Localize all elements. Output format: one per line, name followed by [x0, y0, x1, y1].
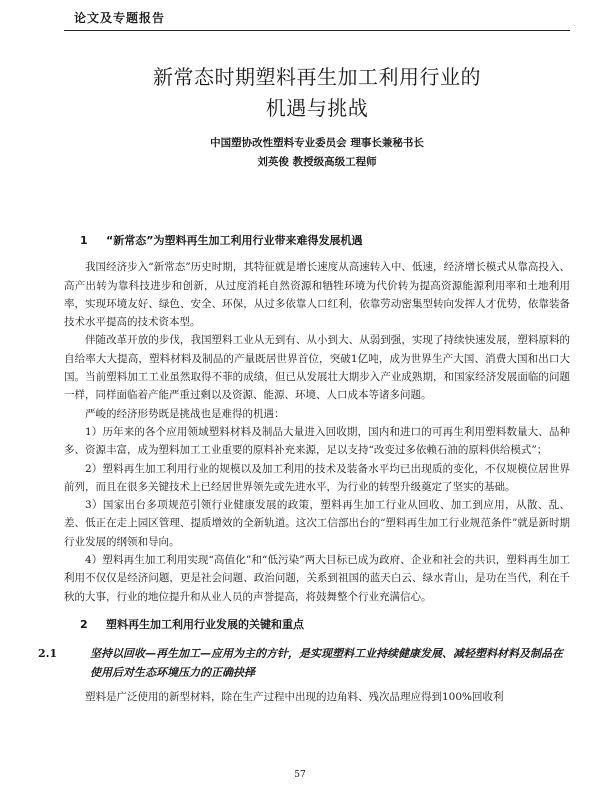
article-title: [64, 62, 570, 124]
section-1-paragraph: 严峻的经济形势既是挑战也是难得的机遇：: [85, 407, 285, 420]
section-1-list-item: 4）塑料再生加工利用实现“高值化”和“低污染”两大目标已成为政府、企业和社会的共识，塑料再生加工利用不仅仅是经济问题，更是社会问题、政治问题，关系到祖国的蓝天白云、绿水青山，是功在当代，利在千秋的大事，行业的地位提升和从业人员的声誉提高，将鼓舞整个行业充满信心。: [64, 554, 570, 603]
section-1-paragraph: 我国经济步入“新常态”历史时期，其特征就是增长速度从高速转入中、低速，经济增长模式从靠高投入、高产出转为靠科技进步和创新，从过度消耗自然资源和牺牲环境为代价转为提高资源能源利用率和土地利用率，实现环境友好、绿色、安全、环保，从过多依靠人口红利，依靠劳动密集型转向发挥人才优势，依靠装备技术水平提高的技术资本型。: [64, 261, 570, 329]
section-1-title: “新常态”为塑料再生加工利用行业带来难得发展机遇: [106, 234, 363, 247]
section-1-list-item: 1）历年来的各个应用领域塑料材料及制品大量进入回收期，国内和进口的可再生利用塑料数量大、品种多、资源丰富，成为塑料加工工业重要的原料补充来源，足以支持“改变过多依赖石油的原料供给模式”；: [64, 425, 570, 457]
title-line-2: 机遇与挑战: [265, 96, 369, 120]
subsection-2-1-heading: [38, 644, 570, 682]
author-affiliation: 中国塑协改性塑料专业委员会 理事长兼秘书长: [210, 137, 424, 149]
article-body: [38, 232, 570, 707]
section-2-title: 塑料再生加工利用行业发展的关键和重点: [106, 617, 304, 631]
author-name: 刘英俊 教授级高级工程师: [257, 156, 377, 168]
section-1-list-item: 2）塑料再生加工利用行业的规模以及加工利用的技术及装备水平均已出现质的变化，不仅规模位居世界前列，而且在很多关键技术上已经居世界领先或先进水平，为行业的转型升级奠定了坚实的基础。: [64, 462, 570, 493]
subsection-2-1-title: 坚持以回收—再生加工—应用为主的方针，是实现塑料工业持续健康发展、减轻塑料材料及制品在使用后对生态环境压力的正确抉择: [90, 647, 563, 680]
page-number: 57: [294, 770, 306, 780]
section-1-number: 1: [80, 234, 88, 247]
section-1-list-item: 3）国家出台多项规范引领行业健康发展的政策，塑料再生加工行业从回收、加工到应用，从散、乱、差、低正在走上园区管理、提质增效的全新轨道。这次工信部出台的“塑料再生加工行业规范条件”就是新时期行业发展的纲领和导向。: [64, 499, 570, 548]
subsection-2-1-number: 2.1: [38, 647, 58, 661]
section-2-heading: [80, 616, 570, 634]
title-line-1: 新常态时期塑料再生加工利用行业的: [153, 65, 481, 89]
header-rule: [64, 30, 570, 31]
section-2-number: 2: [80, 617, 88, 631]
section-2-paragraph: 塑料是广泛使用的新型材料，除在生产过程中出现的边角料、残次品理应得到100%回收利: [85, 691, 504, 704]
section-1-paragraph: 伴随改革开放的步伐，我国塑料工业从无到有、从小到大、从弱到强，实现了持续快速发展，塑料原料的自给率大大提高，塑料材料及制品的产量既居世界首位，突破1亿吨，成为世界生产大国、消费大国和出口大国。当前塑料加工工业虽然取得不菲的成绩，但已从发展壮大期步入产业成熟期，和国家经济发展面临的问题一样，同样面临着产能严重过剩以及资源、能源、环境、人口成本等诸多问题。: [64, 334, 570, 402]
header-label: 论文及专题报告: [74, 11, 166, 25]
section-1-heading: [80, 232, 570, 250]
